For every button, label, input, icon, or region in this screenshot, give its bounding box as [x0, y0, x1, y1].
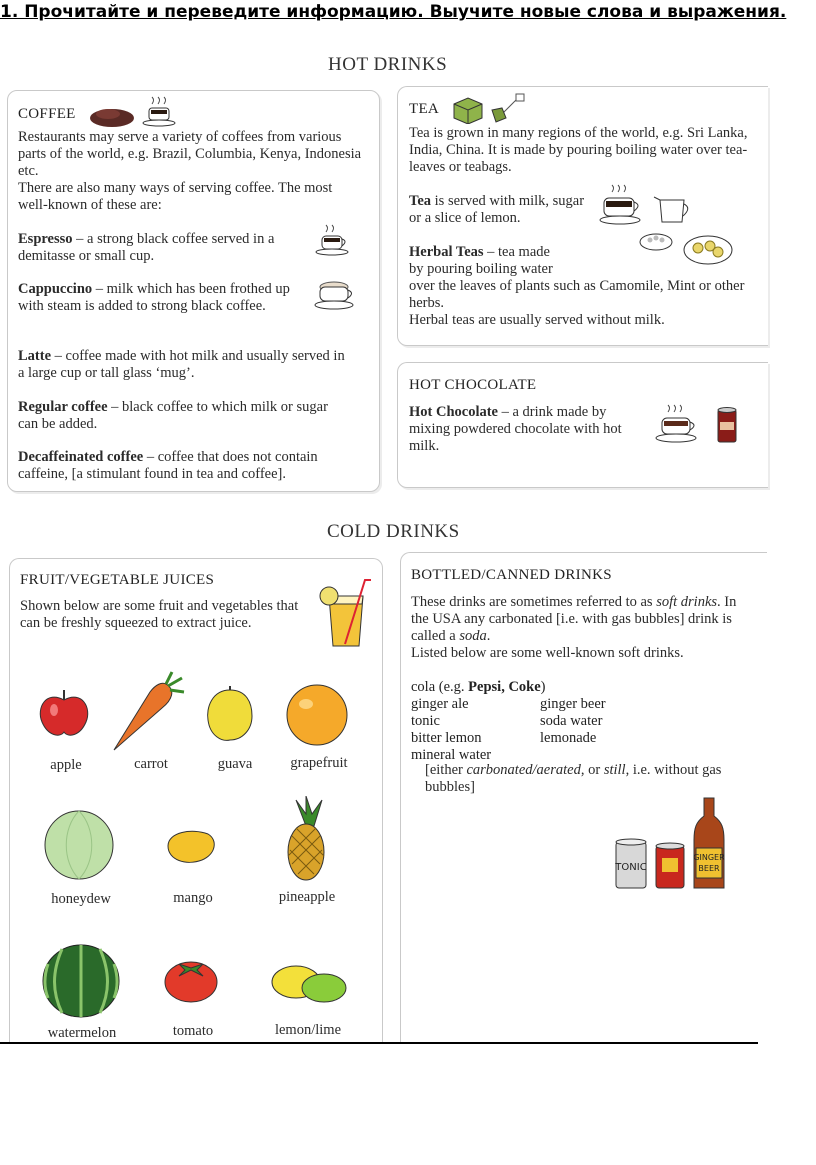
cold-drinks-title: COLD DRINKS — [327, 521, 460, 542]
list-item: tonic — [411, 713, 440, 729]
cola-brands: Pepsi, Coke — [468, 679, 541, 695]
regular-coffee-def: – black coffee to which milk or sugar can be added. — [18, 399, 328, 432]
tomato-icon — [163, 954, 219, 1004]
herbal-term: Herbal Teas — [409, 244, 484, 260]
regular-coffee-term: Regular coffee — [18, 399, 108, 415]
fruit-label-mango: mango — [173, 890, 213, 906]
fruit-label-pineapple: pineapple — [278, 889, 336, 905]
espresso-def: – a strong black coffee served in a demitasse or small cup. — [18, 231, 275, 264]
mineral-a: [either — [425, 762, 467, 778]
red-can-icon — [656, 843, 684, 888]
mineral-c: , i.e. without gas bubbles] — [425, 762, 722, 795]
coffee-item-espresso — [18, 231, 318, 265]
tonic-can-label: TONIC — [615, 862, 647, 873]
bottled-intro-b: . In the USA any carbonated [i.e. with gas bubbles] drink is called a — [411, 594, 737, 644]
latte-def: – coffee made with hot milk and usually served in a large cup or tall glass ‘mug’. — [18, 348, 345, 381]
coffee-title: COFFEE — [18, 106, 76, 122]
decaf-term: Decaffeinated coffee — [18, 449, 144, 465]
grapefruit-icon — [282, 682, 352, 748]
decaf-def: – coffee that does not contain caffeine, [a stimulant found in tea and coffee]. — [18, 449, 318, 482]
list-item: ginger beer — [540, 696, 606, 712]
cappuccino-def: – milk which has been frothed up with steam is added to strong black coffee. — [18, 281, 290, 314]
pineapple-icon — [280, 796, 332, 884]
tea-box-icon — [450, 92, 530, 124]
still-term: still — [603, 762, 626, 778]
sugar-bowl-icon — [640, 234, 672, 250]
fruit-label-tomato: tomato — [172, 1023, 214, 1039]
watermelon-icon — [40, 942, 122, 1020]
honeydew-icon — [42, 808, 116, 882]
list-item: soda water — [540, 713, 603, 729]
bottom-rule — [0, 1042, 758, 1044]
herbal-tea-line-3: over the leaves of plants such as Camomile, Mint or other herbs. — [409, 278, 745, 311]
fruit-label-honeydew: honeydew — [51, 891, 111, 907]
list-item: ginger ale — [411, 696, 469, 712]
tea-served — [409, 193, 589, 227]
mineral-water-note — [425, 762, 755, 796]
bottle-label-2: BEER — [698, 864, 720, 873]
tea-set-icon — [598, 182, 738, 272]
herbal-tea-line-2: by pouring boiling water — [409, 261, 553, 277]
coffee-intro-1: Restaurants may serve a variety of coffees from various parts of the world, e.g. Brazil, Columbia, Kenya, Indonesia etc. — [18, 129, 362, 179]
espresso-term: Espresso — [18, 231, 73, 247]
coffee-cup-icon — [143, 97, 175, 126]
cappuccino-term: Cappuccino — [18, 281, 93, 297]
fruit-label-watermelon: watermelon — [47, 1025, 117, 1041]
coffee-item-cappuccino — [18, 281, 313, 315]
cola-close: ) — [540, 679, 546, 695]
hot-chocolate-title: HOT CHOCOLATE — [409, 377, 537, 393]
bottled-intro — [411, 594, 746, 645]
juices-title: FRUIT/VEGETABLE JUICES — [20, 572, 215, 588]
fruit-label-lemon-lime: lemon/lime — [274, 1022, 342, 1038]
herbal-def-a: – tea made — [483, 244, 550, 260]
carrot-icon — [106, 670, 188, 754]
ginger-beer-bottle-icon — [693, 798, 725, 888]
instruction-heading: 1. Прочитайте и переведите информацию. Выучите новые слова и выражения. — [0, 2, 787, 22]
mango-icon — [162, 826, 220, 866]
list-item: bitter lemon — [411, 730, 482, 746]
list-item: lemonade — [540, 730, 597, 746]
tonic-can-icon — [614, 839, 646, 888]
soda-term: soda — [459, 628, 487, 644]
hot-chocolate-def: – a drink made by mixing powdered chocolate with hot milk. — [409, 404, 622, 454]
list-item: mineral water — [411, 747, 492, 763]
soft-drinks-term: soft drinks — [656, 594, 718, 610]
bottled-title: BOTTLED/CANNED DRINKS — [411, 567, 612, 583]
tea-title: TEA — [409, 101, 440, 117]
fruit-label-carrot: carrot — [134, 756, 168, 772]
carbonated-term: carbonated/aerated — [466, 762, 581, 778]
milk-jug-icon — [654, 197, 688, 222]
mineral-b: , or — [580, 762, 604, 778]
chocolate-tin-icon — [718, 408, 736, 443]
herbal-tea-line-1 — [409, 244, 609, 261]
coffee-item-decaf — [18, 449, 368, 483]
apple-icon — [36, 684, 92, 740]
fruit-label-apple: apple — [50, 757, 82, 773]
drinks-cans-icon — [612, 794, 732, 894]
lemon-lime-icon — [268, 962, 352, 1006]
coffee-beans-icon — [88, 96, 188, 130]
hot-chocolate-cup-icon — [654, 400, 744, 450]
teabag-icon — [492, 94, 524, 122]
bottled-intro-c: . — [486, 628, 491, 644]
tea-served-def: is served with milk, sugar or a slice of lemon. — [409, 193, 585, 226]
coffee-item-regular — [18, 399, 348, 433]
hot-chocolate-term: Hot Chocolate — [409, 404, 498, 420]
lemon-slices-icon — [684, 236, 732, 264]
juices-intro: Shown below are some fruit and vegetables that can be freshly squeezed to extract juice. — [20, 598, 299, 631]
fruit-label-grapefruit: grapefruit — [290, 755, 348, 771]
tea-intro: Tea is grown in many regions of the world, e.g. Sri Lanka, India, China. It is made by pouring boiling water over tea-leaves or teabags. — [409, 125, 748, 175]
guava-icon — [202, 684, 258, 744]
coffee-item-latte — [18, 348, 348, 382]
fruit-label-guava: guava — [217, 756, 253, 772]
bottled-intro-a: These drinks are sometimes referred to as — [411, 594, 657, 610]
cappuccino-cup-icon — [314, 278, 360, 314]
cola-line — [411, 679, 546, 696]
bottle-label-1: GINGER — [693, 853, 725, 862]
tea-term: Tea — [409, 193, 432, 209]
bottled-intro-2: Listed below are some well-known soft drinks. — [411, 645, 684, 661]
herbal-tea-note: Herbal teas are usually served without milk. — [409, 312, 665, 328]
juice-glass-icon — [315, 574, 375, 654]
hot-chocolate-text — [409, 404, 639, 455]
espresso-cup-icon — [314, 224, 354, 260]
latte-term: Latte — [18, 348, 52, 364]
coffee-intro-2: There are also many ways of serving coffee. The most well-known of these are: — [18, 180, 333, 213]
hot-drinks-title: HOT DRINKS — [328, 54, 448, 75]
cola-label: cola (e.g. — [411, 679, 469, 695]
